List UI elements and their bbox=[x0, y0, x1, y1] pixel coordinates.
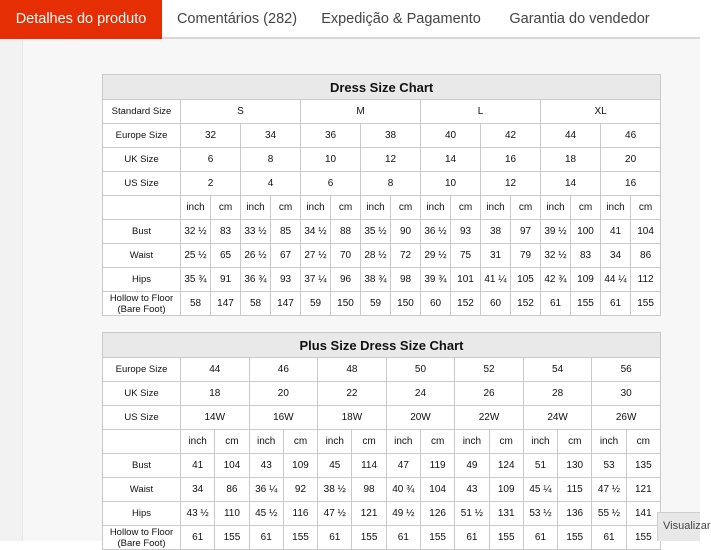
size-cell: 24W bbox=[523, 406, 592, 430]
measure-cell: 70 bbox=[331, 244, 361, 268]
measure-cell: 61 bbox=[318, 526, 352, 550]
measure-cell: 92 bbox=[283, 478, 317, 502]
measure-row bbox=[103, 454, 661, 478]
measure-cell: 121 bbox=[352, 502, 386, 526]
measure-cell: 130 bbox=[558, 454, 592, 478]
measure-cell: 51 bbox=[523, 454, 557, 478]
measure-cell: 98 bbox=[352, 478, 386, 502]
measure-cell: 45 bbox=[318, 454, 352, 478]
measure-cell: 105 bbox=[511, 268, 541, 292]
measure-cell: 86 bbox=[215, 478, 249, 502]
size-cell: 10 bbox=[421, 172, 481, 196]
measure-cell: 45 ½ bbox=[249, 502, 283, 526]
size-cell: 6 bbox=[301, 172, 361, 196]
measure-cell: 47 ½ bbox=[318, 502, 352, 526]
measure-cell: 119 bbox=[420, 454, 454, 478]
measure-cell: 79 bbox=[511, 244, 541, 268]
measure-cell: 61 bbox=[455, 526, 489, 550]
unit-cell: inch bbox=[241, 196, 271, 220]
measure-cell: 155 bbox=[420, 526, 454, 550]
measure-cell: 131 bbox=[489, 502, 523, 526]
measure-cell: 155 bbox=[626, 526, 660, 550]
measure-cell: 26 ½ bbox=[241, 244, 271, 268]
measure-cell: 61 bbox=[249, 526, 283, 550]
measure-cell: 42 ¾ bbox=[541, 268, 571, 292]
measure-cell: 32 ½ bbox=[181, 220, 211, 244]
measure-cell: 45 ¼ bbox=[523, 478, 557, 502]
measure-cell: 115 bbox=[558, 478, 592, 502]
row-label: Waist bbox=[103, 478, 181, 502]
row-label: UK Size bbox=[103, 382, 181, 406]
measure-cell: 109 bbox=[571, 268, 601, 292]
size-row bbox=[103, 148, 661, 172]
measure-cell: 61 bbox=[592, 526, 626, 550]
measure-cell: 96 bbox=[331, 268, 361, 292]
unit-cell: inch bbox=[249, 430, 283, 454]
measure-cell: 60 bbox=[481, 292, 511, 316]
unit-cell: cm bbox=[215, 430, 249, 454]
measure-cell: 58 bbox=[181, 292, 211, 316]
measure-cell: 104 bbox=[631, 220, 661, 244]
unit-cell: inch bbox=[481, 196, 511, 220]
size-cell: 42 bbox=[481, 124, 541, 148]
measure-cell: 155 bbox=[571, 292, 601, 316]
size-cell: 46 bbox=[601, 124, 661, 148]
measure-cell: 135 bbox=[626, 454, 660, 478]
size-cell: 16 bbox=[481, 148, 541, 172]
unit-cell: cm bbox=[283, 430, 317, 454]
measure-cell: 49 ½ bbox=[386, 502, 420, 526]
size-row bbox=[103, 382, 661, 406]
measure-cell: 61 bbox=[601, 292, 631, 316]
measure-row bbox=[103, 220, 661, 244]
measure-cell: 35 ½ bbox=[361, 220, 391, 244]
chart-title: Dress Size Chart bbox=[103, 75, 661, 100]
measure-cell: 150 bbox=[331, 292, 361, 316]
unit-cell: inch bbox=[318, 430, 352, 454]
measure-cell: 33 ½ bbox=[241, 220, 271, 244]
size-cell: 28 bbox=[523, 382, 592, 406]
tab-reviews[interactable]: Comentários (282) bbox=[176, 11, 298, 27]
measure-cell: 38 ½ bbox=[318, 478, 352, 502]
size-cell: 44 bbox=[541, 124, 601, 148]
chart-title-row bbox=[103, 333, 661, 358]
measure-row bbox=[103, 244, 661, 268]
row-label-empty bbox=[103, 430, 181, 454]
size-cell: 20 bbox=[249, 382, 318, 406]
measure-row bbox=[103, 478, 661, 502]
measure-cell: 44 ¼ bbox=[601, 268, 631, 292]
measure-cell: 36 ¾ bbox=[241, 268, 271, 292]
measure-cell: 109 bbox=[283, 454, 317, 478]
measure-cell: 152 bbox=[511, 292, 541, 316]
size-row bbox=[103, 124, 661, 148]
size-cell: 26 bbox=[455, 382, 524, 406]
unit-cell: cm bbox=[271, 196, 301, 220]
measure-cell: 83 bbox=[211, 220, 241, 244]
measure-cell: 90 bbox=[391, 220, 421, 244]
measure-cell: 155 bbox=[283, 526, 317, 550]
measure-cell: 39 ½ bbox=[541, 220, 571, 244]
unit-cell: inch bbox=[421, 196, 451, 220]
unit-cell: inch bbox=[523, 430, 557, 454]
chart-title: Plus Size Dress Size Chart bbox=[103, 333, 661, 358]
measure-row bbox=[103, 268, 661, 292]
size-cell: 8 bbox=[241, 148, 301, 172]
row-label: US Size bbox=[103, 406, 181, 430]
measure-cell: 121 bbox=[626, 478, 660, 502]
size-cell: 14 bbox=[421, 148, 481, 172]
measure-cell: 104 bbox=[420, 478, 454, 502]
size-cell: 26W bbox=[592, 406, 661, 430]
measure-cell: 65 bbox=[211, 244, 241, 268]
measure-cell: 85 bbox=[271, 220, 301, 244]
size-cell: 34 bbox=[241, 124, 301, 148]
size-row bbox=[103, 358, 661, 382]
measure-cell: 38 bbox=[481, 220, 511, 244]
measure-cell: 60 bbox=[421, 292, 451, 316]
measure-cell: 112 bbox=[631, 268, 661, 292]
measure-row bbox=[103, 526, 661, 550]
visualize-button[interactable]: Visualizar bbox=[657, 512, 700, 541]
unit-cell: cm bbox=[391, 196, 421, 220]
size-header-cell: M bbox=[301, 100, 421, 124]
unit-cell: cm bbox=[631, 196, 661, 220]
unit-cell: inch bbox=[601, 196, 631, 220]
measure-cell: 38 ¾ bbox=[361, 268, 391, 292]
measure-cell: 83 bbox=[571, 244, 601, 268]
unit-cell: inch bbox=[455, 430, 489, 454]
measure-cell: 124 bbox=[489, 454, 523, 478]
measure-cell: 58 bbox=[241, 292, 271, 316]
size-cell: 46 bbox=[249, 358, 318, 382]
measure-cell: 34 bbox=[601, 244, 631, 268]
measure-cell: 43 ½ bbox=[181, 502, 215, 526]
tab-seller-guarantee[interactable]: Garantia do vendedor bbox=[509, 11, 650, 27]
size-cell: 44 bbox=[181, 358, 250, 382]
measure-cell: 61 bbox=[523, 526, 557, 550]
size-cell: 30 bbox=[592, 382, 661, 406]
unit-cell: cm bbox=[626, 430, 660, 454]
size-cell: 50 bbox=[386, 358, 455, 382]
size-row bbox=[103, 406, 661, 430]
row-label: Waist bbox=[103, 244, 181, 268]
measure-cell: 53 bbox=[592, 454, 626, 478]
row-label-empty bbox=[103, 196, 181, 220]
measure-cell: 93 bbox=[451, 220, 481, 244]
product-tabs-bar bbox=[0, 0, 700, 39]
measure-cell: 61 bbox=[541, 292, 571, 316]
measure-cell: 41 bbox=[601, 220, 631, 244]
measure-cell: 147 bbox=[271, 292, 301, 316]
size-cell: 10 bbox=[301, 148, 361, 172]
unit-cell: cm bbox=[451, 196, 481, 220]
row-label: Bust bbox=[103, 220, 181, 244]
size-cell: 16 bbox=[601, 172, 661, 196]
tab-shipping-payment[interactable]: Expedição & Pagamento bbox=[321, 11, 481, 27]
plus-size-table bbox=[102, 332, 661, 550]
unit-cell: cm bbox=[511, 196, 541, 220]
measure-cell: 104 bbox=[215, 454, 249, 478]
measure-cell: 40 ¾ bbox=[386, 478, 420, 502]
row-label: Bust bbox=[103, 454, 181, 478]
standard-size-row bbox=[103, 100, 661, 124]
unit-cell: inch bbox=[541, 196, 571, 220]
measure-row bbox=[103, 292, 661, 316]
size-cell: 54 bbox=[523, 358, 592, 382]
measure-cell: 25 ½ bbox=[181, 244, 211, 268]
measure-cell: 61 bbox=[386, 526, 420, 550]
measure-cell: 47 bbox=[386, 454, 420, 478]
measure-cell: 34 bbox=[181, 478, 215, 502]
row-label: Hollow to Floor (Bare Foot) bbox=[103, 292, 181, 316]
measure-cell: 72 bbox=[391, 244, 421, 268]
size-cell: 22W bbox=[455, 406, 524, 430]
measure-cell: 61 bbox=[181, 526, 215, 550]
dress-size-chart bbox=[102, 74, 660, 316]
row-label: Europe Size bbox=[103, 358, 181, 382]
measure-cell: 67 bbox=[271, 244, 301, 268]
unit-cell: cm bbox=[489, 430, 523, 454]
measure-cell: 37 ¼ bbox=[301, 268, 331, 292]
size-cell: 56 bbox=[592, 358, 661, 382]
size-cell: 24 bbox=[386, 382, 455, 406]
measure-cell: 27 ½ bbox=[301, 244, 331, 268]
size-header-cell: XL bbox=[541, 100, 661, 124]
measure-cell: 41 bbox=[181, 454, 215, 478]
measure-cell: 49 bbox=[455, 454, 489, 478]
row-label: US Size bbox=[103, 172, 181, 196]
size-cell: 38 bbox=[361, 124, 421, 148]
row-label: Europe Size bbox=[103, 124, 181, 148]
measure-cell: 91 bbox=[211, 268, 241, 292]
measure-cell: 88 bbox=[331, 220, 361, 244]
measure-row bbox=[103, 502, 661, 526]
unit-cell: cm bbox=[211, 196, 241, 220]
measure-cell: 152 bbox=[451, 292, 481, 316]
unit-cell: inch bbox=[361, 196, 391, 220]
measure-cell: 53 ½ bbox=[523, 502, 557, 526]
measure-cell: 155 bbox=[631, 292, 661, 316]
unit-cell: inch bbox=[386, 430, 420, 454]
size-cell: 18 bbox=[181, 382, 250, 406]
measure-cell: 98 bbox=[391, 268, 421, 292]
measure-cell: 150 bbox=[391, 292, 421, 316]
dress-size-table bbox=[102, 74, 661, 316]
row-label: Standard Size bbox=[103, 100, 181, 124]
measure-cell: 155 bbox=[215, 526, 249, 550]
measure-cell: 126 bbox=[420, 502, 454, 526]
size-cell: 12 bbox=[481, 172, 541, 196]
measure-cell: 155 bbox=[352, 526, 386, 550]
unit-cell: cm bbox=[558, 430, 592, 454]
size-cell: 8 bbox=[361, 172, 421, 196]
row-label: Hips bbox=[103, 502, 181, 526]
size-cell: 20W bbox=[386, 406, 455, 430]
size-cell: 12 bbox=[361, 148, 421, 172]
measure-cell: 114 bbox=[352, 454, 386, 478]
measure-cell: 59 bbox=[301, 292, 331, 316]
measure-cell: 47 ½ bbox=[592, 478, 626, 502]
size-cell: 6 bbox=[181, 148, 241, 172]
unit-cell: cm bbox=[571, 196, 601, 220]
measure-cell: 75 bbox=[451, 244, 481, 268]
size-cell: 48 bbox=[318, 358, 387, 382]
row-label: Hollow to Floor (Bare Foot) bbox=[103, 526, 181, 550]
measure-cell: 155 bbox=[489, 526, 523, 550]
size-cell: 2 bbox=[181, 172, 241, 196]
unit-row bbox=[103, 430, 661, 454]
size-cell: 18W bbox=[318, 406, 387, 430]
size-header-cell: S bbox=[181, 100, 301, 124]
measure-cell: 141 bbox=[626, 502, 660, 526]
plus-size-chart bbox=[102, 332, 660, 550]
unit-row bbox=[103, 196, 661, 220]
chart-title-row bbox=[103, 75, 661, 100]
measure-cell: 116 bbox=[283, 502, 317, 526]
unit-cell: cm bbox=[352, 430, 386, 454]
size-cell: 36 bbox=[301, 124, 361, 148]
measure-cell: 51 ½ bbox=[455, 502, 489, 526]
unit-cell: inch bbox=[181, 196, 211, 220]
size-cell: 18 bbox=[541, 148, 601, 172]
measure-cell: 41 ¼ bbox=[481, 268, 511, 292]
measure-cell: 34 ½ bbox=[301, 220, 331, 244]
measure-cell: 97 bbox=[511, 220, 541, 244]
size-cell: 20 bbox=[601, 148, 661, 172]
measure-cell: 43 bbox=[249, 454, 283, 478]
measure-cell: 136 bbox=[558, 502, 592, 526]
measure-cell: 100 bbox=[571, 220, 601, 244]
measure-cell: 39 ¾ bbox=[421, 268, 451, 292]
size-cell: 40 bbox=[421, 124, 481, 148]
unit-cell: cm bbox=[420, 430, 454, 454]
size-cell: 4 bbox=[241, 172, 301, 196]
unit-cell: inch bbox=[592, 430, 626, 454]
measure-cell: 86 bbox=[631, 244, 661, 268]
unit-cell: cm bbox=[331, 196, 361, 220]
measure-cell: 155 bbox=[558, 526, 592, 550]
row-label: UK Size bbox=[103, 148, 181, 172]
size-cell: 22 bbox=[318, 382, 387, 406]
size-cell: 16W bbox=[249, 406, 318, 430]
size-header-cell: L bbox=[421, 100, 541, 124]
measure-cell: 101 bbox=[451, 268, 481, 292]
measure-cell: 43 bbox=[455, 478, 489, 502]
measure-cell: 110 bbox=[215, 502, 249, 526]
measure-cell: 31 bbox=[481, 244, 511, 268]
measure-cell: 32 ½ bbox=[541, 244, 571, 268]
measure-cell: 36 ¼ bbox=[249, 478, 283, 502]
measure-cell: 59 bbox=[361, 292, 391, 316]
size-cell: 14W bbox=[181, 406, 250, 430]
measure-cell: 55 ½ bbox=[592, 502, 626, 526]
measure-cell: 109 bbox=[489, 478, 523, 502]
size-cell: 14 bbox=[541, 172, 601, 196]
unit-cell: inch bbox=[181, 430, 215, 454]
measure-cell: 35 ¾ bbox=[181, 268, 211, 292]
measure-cell: 147 bbox=[211, 292, 241, 316]
size-cell: 52 bbox=[455, 358, 524, 382]
measure-cell: 28 ½ bbox=[361, 244, 391, 268]
measure-cell: 36 ½ bbox=[421, 220, 451, 244]
size-row bbox=[103, 172, 661, 196]
tab-product-details[interactable]: Detalhes do produto bbox=[0, 0, 162, 39]
size-cell: 32 bbox=[181, 124, 241, 148]
unit-cell: inch bbox=[301, 196, 331, 220]
row-label: Hips bbox=[103, 268, 181, 292]
measure-cell: 93 bbox=[271, 268, 301, 292]
measure-cell: 29 ½ bbox=[421, 244, 451, 268]
